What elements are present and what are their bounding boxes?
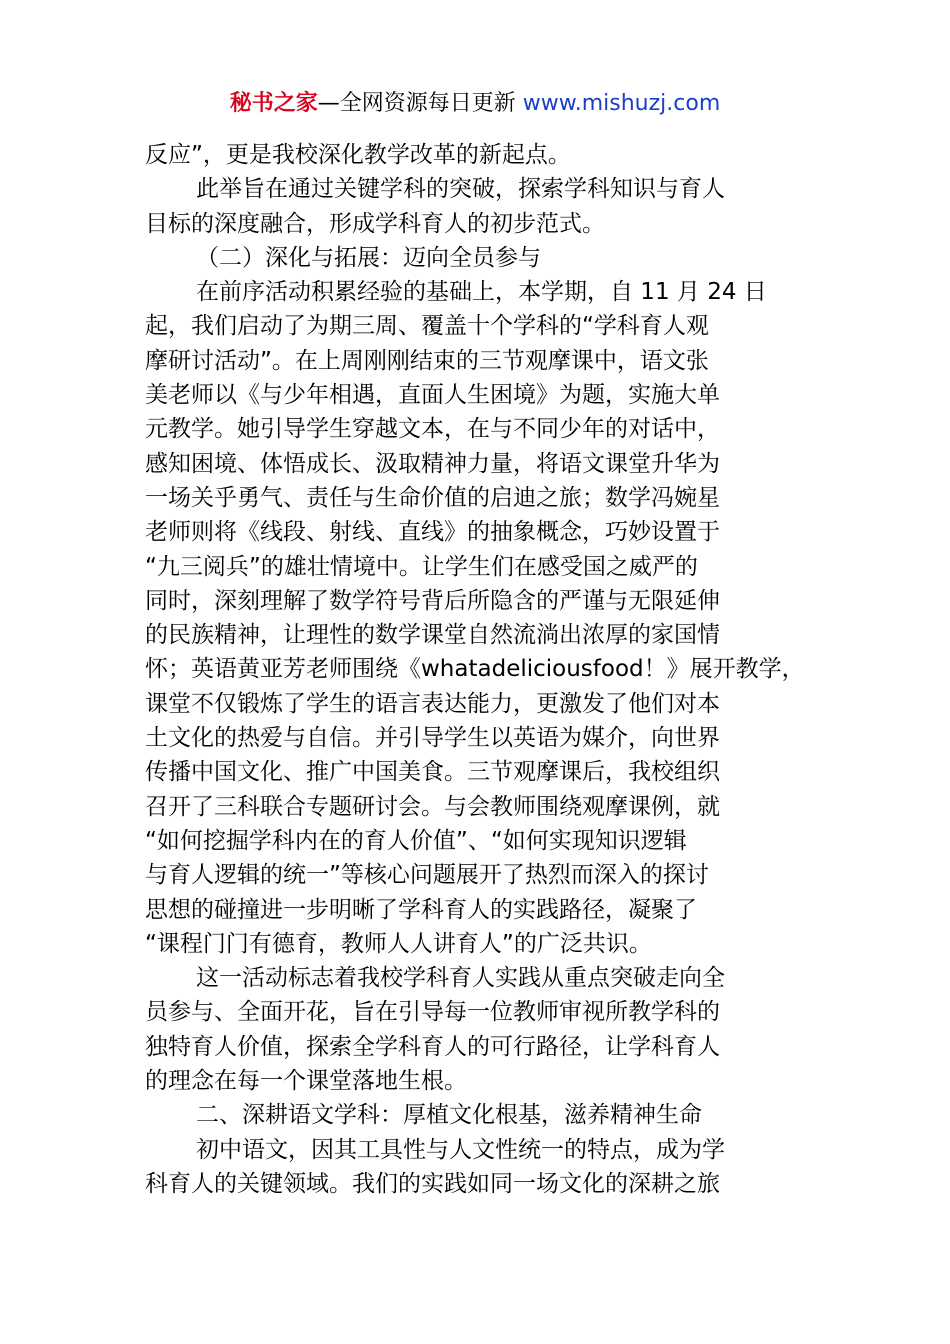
text-line: 怀；英语黄亚芳老师围绕《whatadeliciousfood！》展开教学， [145,656,805,683]
text-line: 科育人的关键领域。我们的实践如同一场文化的深耕之旅 [145,1170,720,1197]
text-line: 召开了三科联合专题研讨会。与会教师围绕观摩课例，就 [145,793,720,820]
text-line: 的理念在每一个课堂落地生根。 [145,1068,467,1095]
text-line: 同时，深刻理解了数学符号背后所隐含的严谨与无限延伸 [145,587,720,614]
text-line: 目标的深度融合，形成学科育人的初步范式。 [145,210,605,237]
text-line: 这一活动标志着我校学科育人实践从重点突破走向全 [196,965,725,992]
text-line: 摩研讨活动”。在上周刚刚结束的三节观摩课中，语文张 [145,347,709,374]
text-line: 传播中国文化、推广中国美食。三节观摩课后，我校组织 [145,759,720,786]
section-heading: （二）深化与拓展：迈向全员参与 [196,244,541,271]
text-line: 思想的碰撞进一步明晰了学科育人的实践路径，凝聚了 [145,896,697,923]
header-url-link[interactable]: www.mishuzj.com [522,91,721,116]
text-line: 起，我们启动了为期三周、覆盖十个学科的“学科育人观 [145,313,709,340]
document-body [145,138,825,1201]
text-line: 员参与、全面开花，旨在引导每一位教师审视所教学科的 [145,999,720,1026]
text-line: 与育人逻辑的统一”等核心问题展开了热烈而深入的探讨 [145,862,709,889]
text-line: “九三阅兵”的雄壮情境中。让学生们在感受国之威严的 [145,553,698,580]
text-line: 反应”，更是我校深化教学改革的新起点。 [145,142,571,168]
text-line: 土文化的热爱与自信。并引导学生以英语为媒介，向世界 [145,725,720,752]
text-line: 独特育人价值，探索全学科育人的可行路径，让学科育人 [145,1033,720,1060]
text-line: “课程门门有德育，教师人人讲育人”的广泛共识。 [145,930,652,957]
text-line: 美老师以《与少年相遇，直面人生困境》为题，实施大单 [145,382,720,409]
header-brand: 秘书之家 [229,91,318,116]
section-heading: 二、深耕语文学科：厚植文化根基，滋养精神生命 [196,1102,702,1129]
text-line: 初中语文，因其工具性与人文性统一的特点，成为学 [196,1136,725,1163]
text-line: 元教学。她引导学生穿越文本，在与不同少年的对话中， [145,416,720,443]
text-line: 的民族精神，让理性的数学课堂自然流淌出浓厚的家国情 [145,622,720,649]
text-line: 感知困境、体悟成长、汲取精神力量，将语文课堂升华为 [145,450,720,477]
page-header [0,86,950,122]
text-line: 一场关乎勇气、责任与生命价值的启迪之旅；数学冯婉星 [145,484,720,511]
text-line: 在前序活动积累经验的基础上，本学期，自 11 月 24 日 [196,279,767,306]
header-tagline: —全网资源每日更新 [317,91,523,116]
text-line: 此举旨在通过关键学科的突破，探索学科知识与育人 [196,176,725,203]
text-line: 课堂不仅锻炼了学生的语言表达能力，更激发了他们对本 [145,690,720,717]
text-line: “如何挖掘学科内在的育人价值”、“如何实现知识逻辑 [145,827,687,854]
text-line: 老师则将《线段、射线、直线》的抽象概念，巧妙设置于 [145,519,720,546]
